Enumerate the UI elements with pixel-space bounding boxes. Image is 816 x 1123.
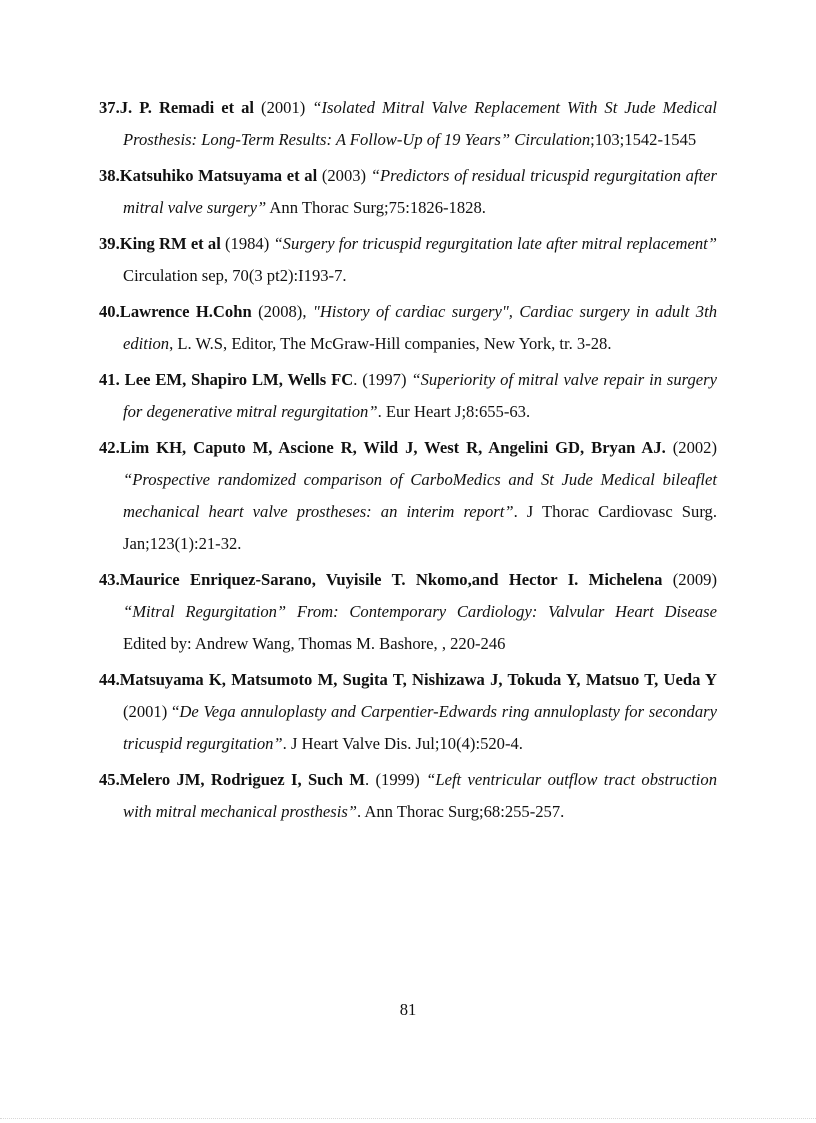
- reference-number: 42.: [99, 438, 120, 457]
- reference-year: (2002): [665, 438, 718, 457]
- reference-item: [99, 664, 717, 760]
- reference-authors: J. P. Remadi et al: [119, 98, 255, 117]
- reference-authors: Lee EM, Shapiro LM, Wells FC: [124, 370, 354, 389]
- reference-item: [99, 432, 717, 560]
- reference-authors: Maurice Enriquez-Sarano, Vuyisile T. Nkomo,and Hector I. Michelena: [119, 570, 663, 589]
- reference-authors: Lawrence H.Cohn: [119, 302, 252, 321]
- page-number: 81: [399, 1000, 417, 1019]
- reference-number: 37.: [99, 98, 120, 117]
- reference-list: [99, 92, 717, 832]
- reference-number: 44.: [99, 670, 120, 689]
- page-bottom-divider: [0, 1118, 816, 1119]
- reference-item: [99, 160, 717, 224]
- reference-year: (2001): [254, 98, 313, 117]
- reference-authors: Lim KH, Caputo M, Ascione R, Wild J, West R, Angelini GD, Bryan AJ.: [119, 438, 666, 457]
- reference-year: . (1997): [353, 370, 412, 389]
- reference-source: . J Thorac Cardiovasc Surg. Jan;123(1):21-32.: [123, 502, 717, 553]
- reference-number: 40.: [99, 302, 120, 321]
- reference-source: . Ann Thorac Surg;68:255-257.: [357, 802, 565, 821]
- reference-authors: Melero JM, Rodriguez I, Such M: [119, 770, 366, 789]
- reference-source: Ann Thorac Surg;75:1826-1828.: [266, 198, 486, 217]
- reference-title: “Mitral Regurgitation” From: Contemporary Cardiology: Valvular Heart Disease: [123, 602, 717, 621]
- reference-number: 38.: [99, 166, 120, 185]
- reference-source: . Eur Heart J;8:655-63.: [377, 402, 531, 421]
- reference-year: (2008),: [251, 302, 313, 321]
- reference-number: 43.: [99, 570, 120, 589]
- reference-source: , L. W.S, Editor, The McGraw-Hill companies, New York, tr. 3-28.: [169, 334, 612, 353]
- reference-item: [99, 764, 717, 828]
- reference-source: . J Heart Valve Dis. Jul;10(4):520-4.: [282, 734, 523, 753]
- reference-title: “Prospective randomized comparison of CarboMedics and St Jude Medical bileaflet mechanical heart valve prostheses: an interim report”: [123, 470, 717, 521]
- reference-item: [99, 228, 717, 292]
- reference-title: “Superiority of mitral valve repair in surgery for degenerative mitral regurgitation”: [123, 370, 717, 421]
- reference-authors: Katsuhiko Matsuyama et al: [119, 166, 318, 185]
- reference-title: De Vega annuloplasty and Carpentier-Edwards ring annuloplasty for secondary tricuspid regurgitation”: [123, 702, 717, 753]
- reference-journal: Circulation: [514, 130, 591, 149]
- reference-year: (2001) “: [123, 702, 180, 721]
- reference-title: “Left ventricular outflow tract obstruction with mitral mechanical prosthesis”: [123, 770, 718, 821]
- reference-number: 45.: [99, 770, 120, 789]
- reference-details: ;103;1542-1545: [590, 130, 697, 149]
- reference-title: “Predictors of residual tricuspid regurgitation after mitral valve surgery”: [123, 166, 717, 217]
- reference-title: “Surgery for tricuspid regurgitation late after mitral replacement”: [273, 234, 717, 253]
- reference-year: . (1999): [365, 770, 427, 789]
- reference-item: [99, 564, 717, 660]
- reference-title: “Isolated Mitral Valve Replacement With St Jude Medical Prosthesis: Long-Term Results: A Follow-Up of 19 Years”: [123, 98, 717, 149]
- reference-year: (2009): [662, 570, 718, 589]
- reference-authors: Matsuyama K, Matsumoto M, Sugita T, Nishizawa J, Tokuda Y, Matsuo T, Ueda Y: [119, 670, 717, 689]
- reference-authors: King RM et al: [119, 234, 221, 253]
- reference-item: [99, 296, 717, 360]
- reference-source: Edited by: Andrew Wang, Thomas M. Bashore, , 220-246: [123, 634, 506, 653]
- reference-item: [99, 364, 717, 428]
- reference-number: 41.: [99, 370, 125, 389]
- reference-year: (2003): [317, 166, 371, 185]
- reference-item: [99, 92, 717, 156]
- reference-year: (1984): [220, 234, 274, 253]
- reference-number: 39.: [99, 234, 120, 253]
- reference-title: "History of cardiac surgery", Cardiac surgery in adult 3th edition: [123, 302, 717, 353]
- reference-source: Circulation sep, 70(3 pt2):I193-7.: [123, 266, 347, 285]
